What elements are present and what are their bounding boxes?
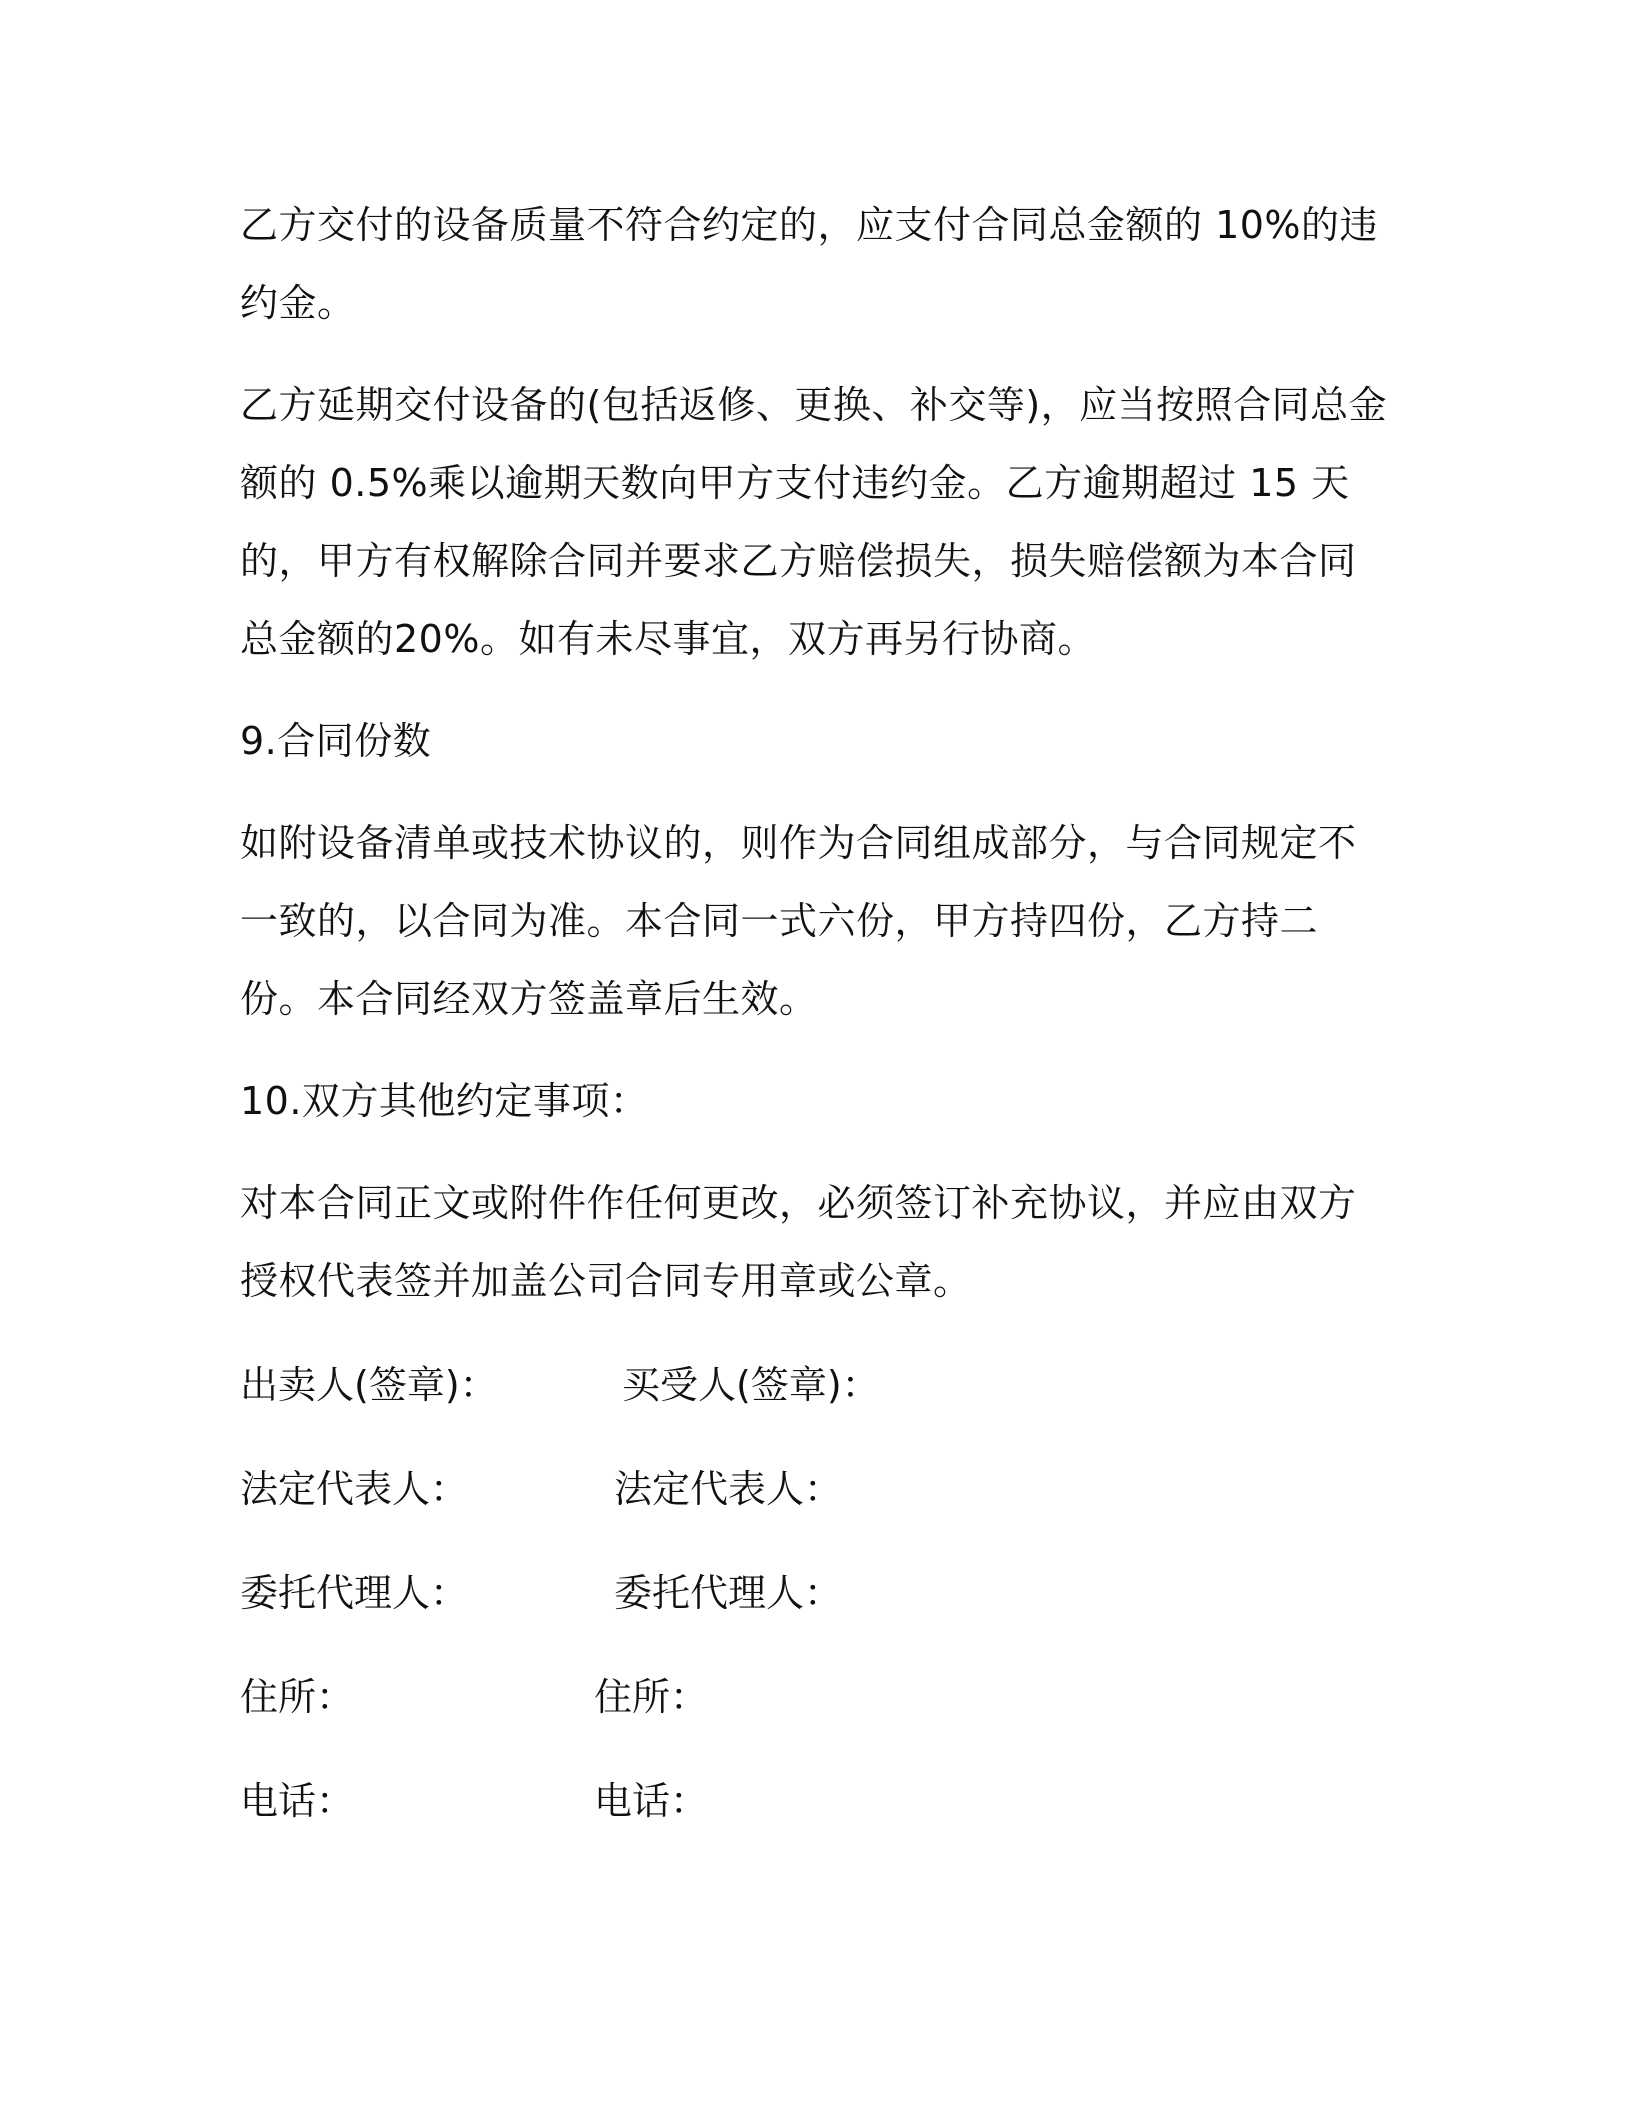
seller-legal-rep-label: 法定代表人： — [240, 1467, 469, 1511]
buyer-phone-label: 电话： — [594, 1779, 709, 1823]
section-heading-other-terms: 10.双方其他约定事项： — [240, 1079, 649, 1123]
signature-row-seal — [240, 1346, 1390, 1450]
seller-phone-label: 电话： — [240, 1779, 355, 1823]
buyer-address-label: 住所： — [594, 1675, 709, 1719]
section-heading-copies: 9.合同份数 — [240, 719, 432, 763]
buyer-legal-rep-label: 法定代表人： — [614, 1467, 843, 1511]
signature-row-phone — [240, 1762, 1390, 1866]
clause-amendments: 对本合同正文或附件作任何更改，必须签订补充协议，并应由双方授权代表签并加盖公司合同专用章或公章。 — [240, 1181, 1357, 1303]
signature-row-agent — [240, 1554, 1390, 1658]
seller-address-label: 住所： — [240, 1675, 355, 1719]
clause-delay-penalty: 乙方延期交付设备的(包括返修、更换、补交等)，应当按照合同总金额的 0.5%乘以逾期天数向甲方支付违约金。乙方逾期超过 15 天的，甲方有权解除合同并要求乙方赔偿损失，损失赔偿额为本合同总金额的20%。如有未尽事宜，双方再另行协商。 — [240, 383, 1388, 661]
seller-agent-label: 委托代理人： — [240, 1571, 469, 1615]
signature-block — [240, 1346, 1390, 1866]
signature-row-address — [240, 1658, 1390, 1762]
clause-quality-penalty: 乙方交付的设备质量不符合约定的，应支付合同总金额的 10%的违约金。 — [240, 203, 1379, 325]
contract-body — [240, 186, 1390, 1320]
buyer-agent-label: 委托代理人： — [614, 1571, 843, 1615]
clause-contract-copies: 如附设备清单或技术协议的，则作为合同组成部分，与合同规定不一致的，以合同为准。本合同一式六份，甲方持四份，乙方持二份。本合同经双方签盖章后生效。 — [240, 821, 1357, 1021]
signature-row-legal-rep — [240, 1450, 1390, 1554]
buyer-seal-label: 买受人(签章)： — [622, 1363, 880, 1407]
seller-seal-label: 出卖人(签章)： — [240, 1363, 498, 1407]
